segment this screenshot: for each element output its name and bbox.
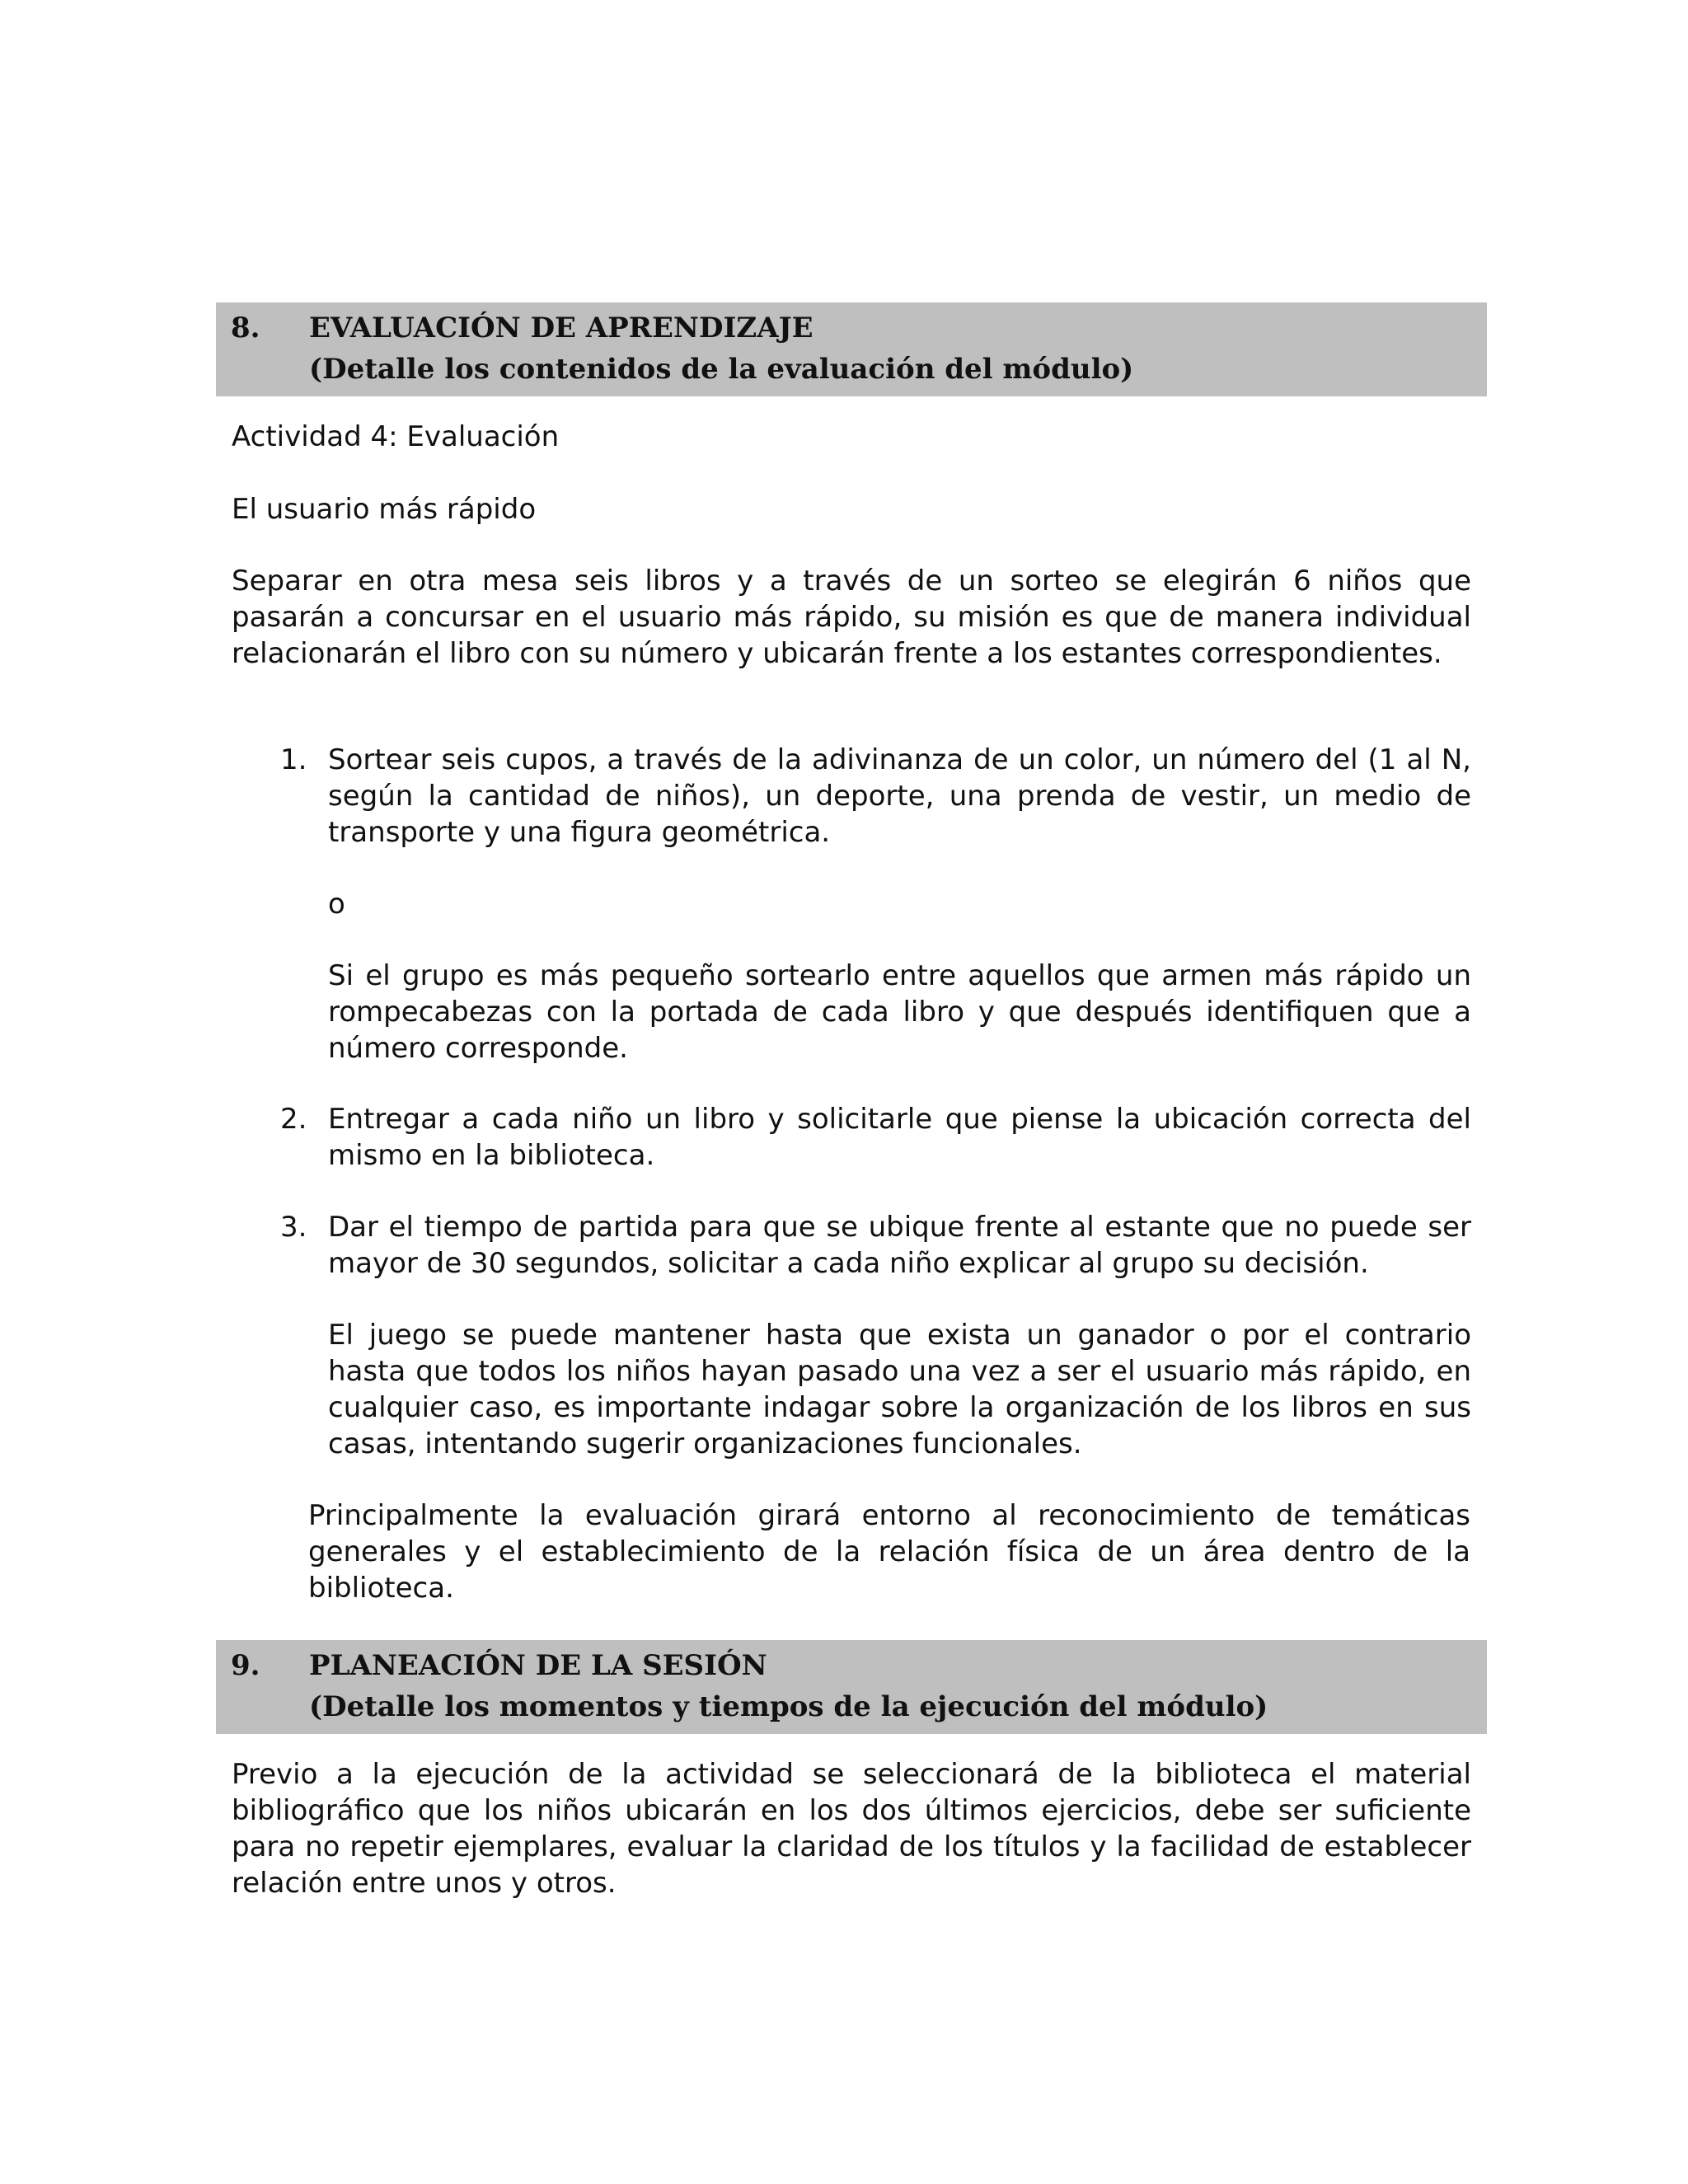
step-3-note-text: El juego se puede mantener hasta que exista un ganador o por el contrario hasta que todos los niños hayan pasado una vez a ser el usuario más rápido, en cualquier caso, es importante indagar sobre la organización de los libros en sus casas, intentando sugerir organizaciones funcionales.	[328, 1319, 1471, 1460]
section-9-header	[216, 1640, 1487, 1734]
section-8-number: 8.	[231, 312, 260, 344]
step-3-marker: 3.	[280, 1211, 307, 1244]
step-1	[280, 742, 1471, 851]
game-name: El usuario más rápido	[232, 493, 537, 526]
section-9-subtitle: (Detalle los momentos y tiempos de la ejecución del módulo)	[309, 1690, 1268, 1723]
step-1-alternative-text: Si el grupo es más pequeño sortearlo entre aquellos que armen más rápido un rompecabezas con la portada de cada libro y que después identifiquen que a número corresponde.	[328, 959, 1471, 1065]
section-8-header	[216, 302, 1487, 396]
step-2-marker: 2.	[280, 1103, 307, 1136]
section-8-title: EVALUACIÓN DE APRENDIZAJE	[309, 312, 814, 344]
step-1-marker: 1.	[280, 743, 307, 776]
step-3-note	[280, 1317, 1471, 1462]
section-9-number: 9.	[231, 1649, 260, 1682]
step-2-text: Entregar a cada niño un libro y solicitarle que piense la ubicación correcta del mismo en la biblioteca.	[328, 1103, 1471, 1172]
section-8-subtitle: (Detalle los contenidos de la evaluación del módulo)	[309, 353, 1134, 386]
step-1-text: Sortear seis cupos, a través de la adivinanza de un color, un número del (1 al N, según la cantidad de niños), un deporte, una prenda de vestir, un medio de transporte y una figura geométrica.	[328, 743, 1471, 849]
section-9-title: PLANEACIÓN DE LA SESIÓN	[309, 1649, 767, 1682]
step-3	[280, 1209, 1471, 1282]
step-1-or-text: o	[328, 888, 345, 921]
intro-paragraph: Separar en otra mesa seis libros y a través de un sorteo se elegirán 6 niños que pasarán a concursar en el usuario más rápido, su misión es que de manera individual relacionarán el libro con su número y ubicarán frente a los estantes correspondientes.	[232, 565, 1471, 670]
step-1-alternative	[280, 958, 1471, 1066]
step-3-text: Dar el tiempo de partida para que se ubique frente al estante que no puede ser mayor de 30 segundos, solicitar a cada niño explicar al grupo su decisión.	[328, 1211, 1471, 1280]
summary-paragraph: Principalmente la evaluación girará entorno al reconocimiento de temáticas generales y el establecimiento de la relación física de un área dentro de la biblioteca.	[308, 1499, 1470, 1605]
step-2	[280, 1101, 1471, 1174]
planning-paragraph: Previo a la ejecución de la actividad se seleccionará de la biblioteca el material bibliográfico que los niños ubicarán en los dos últimos ejercicios, debe ser suficiente para no repetir ejemplares, evaluar la claridad de los títulos y la facilidad de establecer relación entre unos y otros.	[232, 1758, 1471, 1900]
activity-title: Actividad 4: Evaluación	[232, 420, 560, 453]
step-1-or	[280, 886, 1471, 922]
